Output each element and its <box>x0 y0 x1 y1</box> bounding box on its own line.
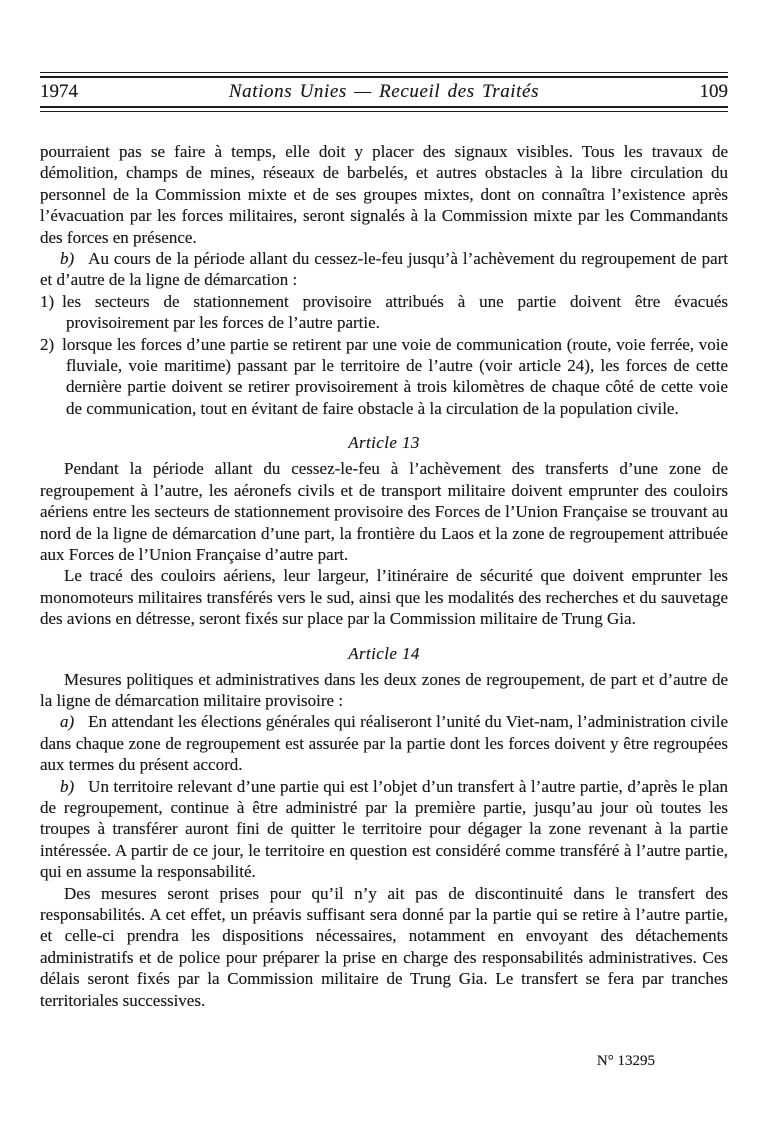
clause-label: b) <box>60 776 75 796</box>
header-row <box>40 78 728 106</box>
article-14-closing-paragraph: Des mesures seront prises pour qu’il n’y ait pas de discontinuité dans le transfert des responsabilités. A cet effet, un préavis suffisant sera donné par la partie qui se retire à l’autre partie, et celle-ci prendra les dispositions nécessaires, notamment en envoyant des détachements administratifs et de police pour préparer la prise en charge des responsabilités administratives. Ces délais seront fixés par la Commission militaire de Trung Gia. Le transfert se fera par tranches territoriales successives. <box>40 883 728 1010</box>
item-text: lorsque les forces d’une partie se retirent par une voie de communication (route, voie ferrée, voie fluviale, voie maritime) passant par le territoire de l’autre (voir article 24), les forces de cette dernière partie doivent se retirer provisoirement à trois kilomètres de chaque côté de cette voie de communication, tout en évitant de faire obstacle à la circulation de la population civile. <box>62 334 728 418</box>
item-text: les secteurs de stationnement provisoire attribués à une partie doivent être évacués provisoirement par les forces de l’autre partie. <box>62 291 728 333</box>
page-header <box>40 72 728 112</box>
article-13-heading: Article 13 <box>348 433 420 453</box>
article-14-intro: Mesures politiques et administratives dans les deux zones de regroupement, de part et d’autre de la ligne de démarcation militaire provisoire : <box>40 669 728 710</box>
article-14-heading: Article 14 <box>348 643 420 663</box>
journal-title: Nations Unies — Recueil des Traités <box>228 81 540 102</box>
article-14-clause-b <box>40 776 728 883</box>
clause-label: b) <box>60 249 75 269</box>
article-13-paragraph-2: Le tracé des couloirs aériens, leur largeur, l’itinéraire de sécurité que doivent emprunter les monomoteurs militaires transférés vers le sud, ainsi que les modalités des recherches et du sauvetage des avions en détresse, seront fixés sur place par la Commission militaire de Trung Gia. <box>40 566 728 629</box>
item-number: 1) <box>40 291 55 311</box>
article-14-clause-a <box>40 711 728 775</box>
treaty-number: N° 13295 <box>596 1053 655 1069</box>
clause-text: Au cours de la période allant du cessez-le-feu jusqu’à l’achèvement du regroupement de part et d’autre de la ligne de démarcation : <box>40 249 728 290</box>
clause-text: En attendant les élections générales qui réaliseront l’unité du Viet-nam, l’administration civile dans chaque zone de regroupement est assurée par la partie dont les forces doivent y être regroupées aux termes du présent accord. <box>40 712 728 775</box>
clause-b-paragraph <box>40 248 728 291</box>
header-page-number: 109 <box>699 81 728 102</box>
numbered-item-2 <box>40 334 728 420</box>
article-13-paragraph-1: Pendant la période allant du cessez-le-feu à l’achèvement des transferts d’une zone de regroupement à l’autre, les aéronefs civils et de transport militaire doivent emprunter des couloirs aériens entre les secteurs de stationnement provisoire des Forces de l’Union Française se trouvant au nord de la ligne de démarcation d’une part, la frontière du Laos et la zone de regroupement attribuée aux Forces de l’Union Française d’autre part. <box>40 459 728 564</box>
header-year: 1974 <box>40 81 78 102</box>
numbered-item-1 <box>40 291 728 334</box>
clause-label: a) <box>60 712 75 732</box>
item-number: 2) <box>40 334 55 354</box>
page-body <box>40 141 728 1011</box>
clause-text: Un territoire relevant d’une partie qui est l’objet d’un transfert à l’autre partie, d’après le plan de regroupement, continue à être administré par la première partie, jusqu’au jour où toutes les troupes à transférer auront fini de quitter le territoire pour dégager la zone revenant à la partie intéressée. A partir de ce jour, le territoire en question est considéré comme transféré à l’autre partie, qui en assume la responsabilité. <box>40 776 728 882</box>
header-rule-bottom <box>40 106 728 112</box>
continuation-paragraph: pourraient pas se faire à temps, elle doit y placer des signaux visibles. Tous les travaux de démolition, champs de mines, réseaux de barbelés, et autres obstacles à la libre circulation du personnel de la Commission mixte et de ses groupes mixtes, dont on connaîtra l’existence après l’évacuation par les forces militaires, seront signalés à la Commission mixte par les Commandants des forces en présence. <box>40 142 728 247</box>
